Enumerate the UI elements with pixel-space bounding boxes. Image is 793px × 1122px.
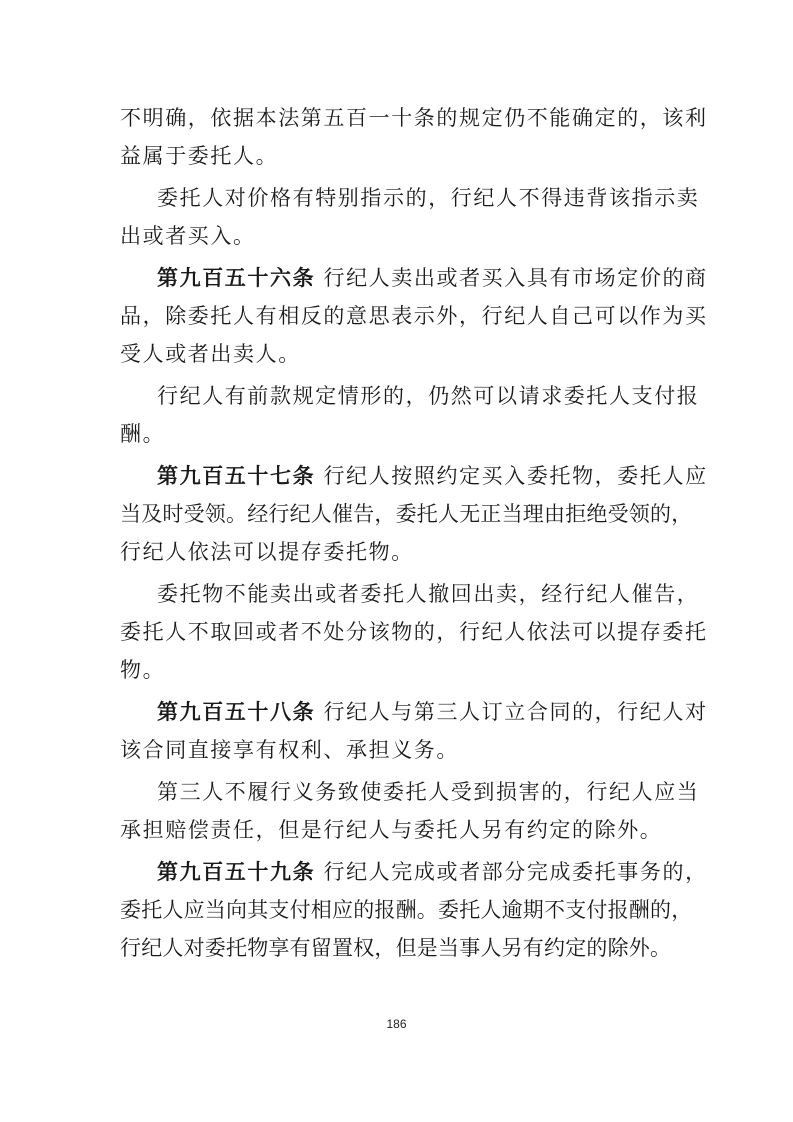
text-line: 当及时受领。经行纪人催告，委托人无正当理由拒绝受领的， — [120, 502, 693, 526]
article-text: 行纪人完成或者部分完成委托事务的， — [323, 860, 708, 884]
article-959-line — [157, 858, 708, 886]
text-line: 益属于委托人。 — [120, 144, 279, 168]
text-line: 品，除委托人有相反的意思表示外，行纪人自己可以作为买 — [120, 304, 708, 328]
article-957-line — [157, 462, 708, 490]
text-line: 物。 — [120, 658, 166, 682]
text-line: 不明确，依据本法第五百一十条的规定仍不能确定的，该利 — [120, 106, 708, 130]
article-956-line — [157, 264, 708, 292]
article-text: 行纪人与第三人订立合同的，行纪人对 — [323, 700, 708, 724]
article-text: 行纪人按照约定买入委托物，委托人应 — [323, 464, 708, 488]
text-line: 出或者买入。 — [120, 224, 256, 248]
text-line: 委托人应当向其支付相应的报酬。委托人逾期不支付报酬的， — [120, 898, 693, 922]
text-line: 该合同直接享有权利、承担义务。 — [120, 738, 459, 762]
article-text: 行纪人卖出或者买入具有市场定价的商 — [323, 266, 708, 290]
text-line: 受人或者出卖人。 — [120, 342, 301, 366]
text-line: 委托人不取回或者不处分该物的，行纪人依法可以提存委托 — [120, 620, 708, 644]
text-line: 行纪人对委托物享有留置权，但是当事人另有约定的除外。 — [120, 936, 672, 960]
article-heading: 第九百五十九条 — [157, 859, 316, 884]
text-line: 委托物不能卖出或者委托人撤回出卖，经行纪人催告， — [157, 582, 700, 606]
page-number: 186 — [386, 1017, 407, 1031]
text-line: 承担赔偿责任，但是行纪人与委托人另有约定的除外。 — [120, 818, 663, 842]
text-line: 行纪人有前款规定情形的，仍然可以请求委托人支付报 — [157, 384, 700, 408]
text-line: 第三人不履行义务致使委托人受到损害的，行纪人应当 — [157, 780, 700, 804]
text-line: 委托人对价格有特别指示的，行纪人不得违背该指示卖 — [157, 186, 700, 210]
text-line: 行纪人依法可以提存委托物。 — [120, 540, 414, 564]
article-958-line — [157, 698, 708, 726]
article-heading: 第九百五十六条 — [157, 265, 316, 290]
text-line: 酬。 — [120, 422, 166, 446]
article-heading: 第九百五十七条 — [157, 463, 316, 488]
article-heading: 第九百五十八条 — [157, 699, 316, 724]
